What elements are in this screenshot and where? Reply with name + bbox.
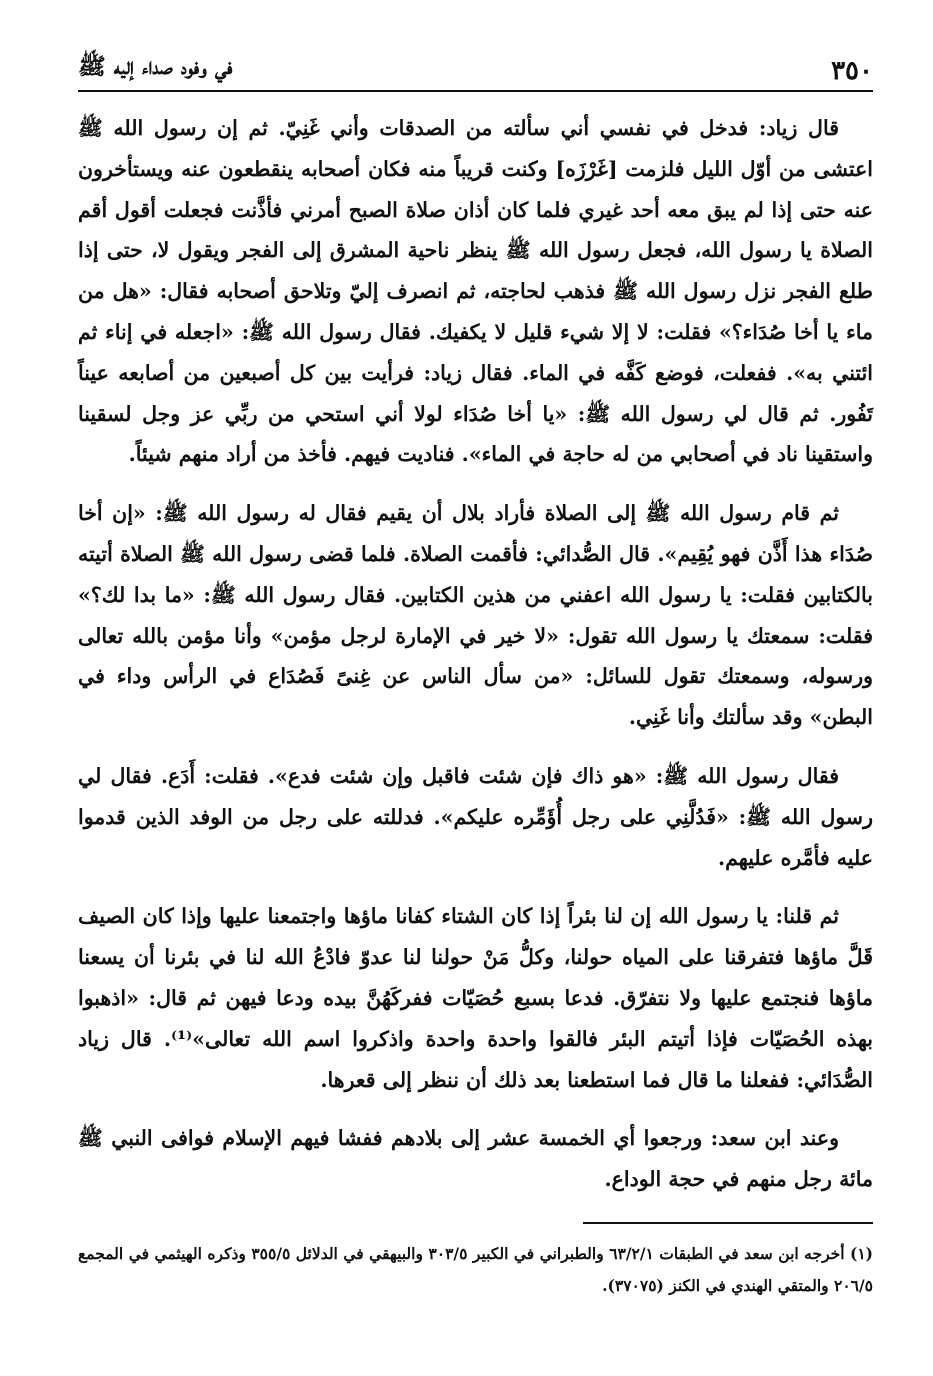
paragraph: قال زياد: فدخل في نفسي أني سألته من الصدقات وأني غَنِيّ. ثم إن رسول الله ﷺ اعتشى من أوّل الليل فلزمت [غَرْزَه] وكنت قريباً منه فكان أصحابه ينقطعون عنه ويستأخرون عنه حتى إذا لم يبق معه أحد غيري فلما كان أذان صلاة الصبح أمرني فأذَّنت فجعلت أقول أقم الصلاة يا رسول الله، فجعل رسول الله ﷺ ينظر ناحية المشرق إلى الفجر ويقول لا، حتى إذا طلع الفجر نزل رسول الله ﷺ فذهب لحاجته، ثم انصرف إليّ وتلاحق أصحابه فقال: «هل من ماء يا أخا صُدَاء؟» فقلت: لا إلا شيء قليل لا يكفيك. فقال رسول الله ﷺ: «اجعله في إناء ثم ائتني به». ففعلت، فوضع كَفَّه في الماء. فقال زياد: فرأيت بين كل أصبعين من أصابعه عيناً تَفُور. ثم قال لي رسول الله ﷺ: «يا أخا صُدَاء لولا أني استحي من ربِّي عز وجل لسقينا واستقينا ناد في أصحابي من له حاجة في الماء». فناديت فيهم. فأخذ من أراد منهم شيئاً. [78,116,873,467]
page-number: ٣٥٠ [831,56,873,86]
footnote-divider [583,1222,873,1224]
body-text [78,108,873,1200]
paragraph: ثم قلنا: يا رسول الله إن لنا بئراً إذا كان الشتاء كفانا ماؤها واجتمعنا عليها وإذا كان الصيف قَلَّ ماؤها فتفرقنا على المياه حولنا، وكلُّ مَنْ حولنا لنا عدوّ فادْعُ الله لنا في بئرنا أن يسعنا ماؤها فنجتمع عليها ولا نتفرّق. فدعا بسبع حُصَيّات ففركَهُنَّ بيده ودعا فيهن ثم قال: «اذهبوا بهذه الحُصَيّات فإذا أتيتم البئر فالقوا واحدة واحدة واذكروا اسم الله تعالى»⁽¹⁾. قال زياد الصُّدَائي: ففعلنا ما قال فما استطعنا بعد ذلك أن ننظر إلى قعرها. [78,904,873,1092]
page-header [78,40,873,92]
paragraph: فقال رسول الله ﷺ: «هو ذاك فإن شئت فاقبل وإن شئت فدع». فقلت: أَدَع. فقال لي رسول الله ﷺ: «فَدُلَّنِي على رجل أُؤَمِّره عليكم». فدللته على رجل من الوفد الذين قدموا عليه فأمَّره عليهم. [78,763,873,870]
running-title: في وفود صداء إليه ﷺ [78,53,233,80]
footnote: (١) أخرجه ابن سعد في الطبقات ٦٣/٢/١ والطبراني في الكبير ٣٠٣/٥ والبيهقي في الدلائل ٣٥٥/٥ وذكره الهيثمي في المجمع ٢٠٦/٥ والمتقي الهندي في الكنز (٣٧٠٧٥). [78,1243,874,1295]
paragraph: وعند ابن سعد: ورجعوا أي الخمسة عشر إلى بلادهم ففشا فيهم الإسلام فوافى النبي ﷺ مائة رجل منهم في حجة الوداع. [78,1126,873,1192]
book-page [78,40,873,1350]
paragraph: ثم قام رسول الله ﷺ إلى الصلاة فأراد بلال أن يقيم فقال له رسول الله ﷺ: «إن أخا صُدَاء هذا أَذَّن فهو يُقِيم». قال الصُّدائي: فأقمت الصلاة. فلما قضى رسول الله ﷺ الصلاة أتيته بالكتابين فقلت: يا رسول الله اعفني من هذين الكتابين. فقال رسول الله ﷺ: «ما بدا لك؟» فقلت: سمعتك يا رسول الله تقول: «لا خير في الإمارة لرجل مؤمن» وأنا مؤمن بالله تعالى ورسوله، وسمعتك تقول للسائل: «من سأل الناس عن غِنىً فَصُدَاع في الرأس وداء في البطن» وقد سألتك وأنا غَنِي. [78,501,873,730]
